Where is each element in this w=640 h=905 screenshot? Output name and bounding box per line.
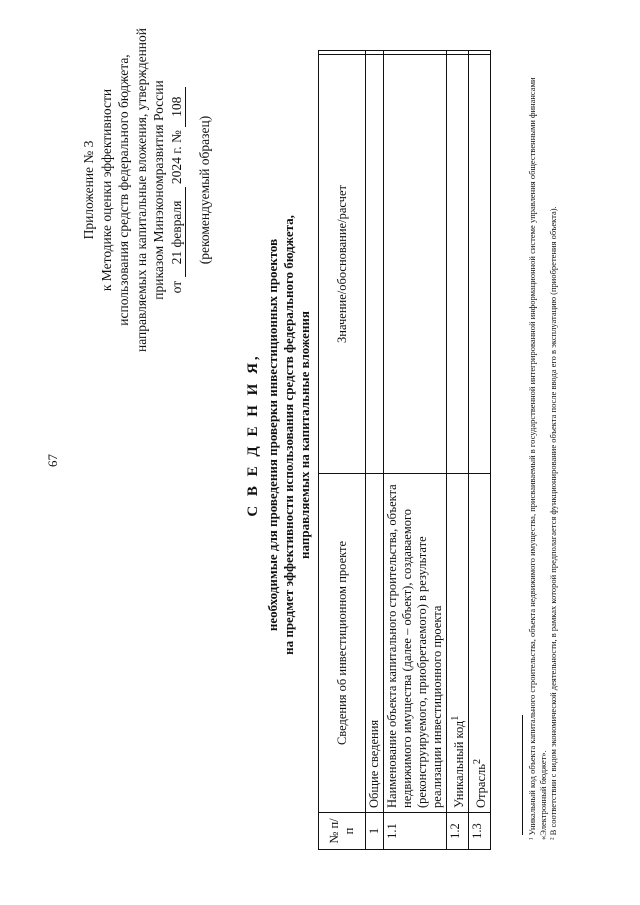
row-info: Наименование объекта капитального строительства, объекта недвижимого имущества (далее – объект), создаваемого (реконструируемого, приобретаемого) в результате реализации инвестиционного проекта [384, 474, 447, 813]
table-row [447, 51, 469, 850]
row-num: 1.1 [384, 813, 447, 850]
page-number: 67 [45, 454, 60, 467]
row-value [469, 55, 491, 474]
table-row [469, 51, 491, 850]
heading-line: на предмет эффективности использования средств федерального бюджета, [281, 215, 296, 655]
appendix-line: к Методике оценки эффективности [98, 88, 114, 292]
header-info: Сведения об инвестиционном проекте [319, 474, 366, 813]
row-value [366, 55, 384, 474]
footnote-1: ¹ Уникальный код объекта капитального строительства, объекта недвижимого имущества, присваиваемый в государственной интегрированной информационной системе управления общественными финансами «Электронный бюджет». [527, 77, 548, 840]
heading-title: С В Е Д Е Н И Я, [245, 353, 261, 517]
table-edge-cell [319, 51, 366, 55]
footnote-ref: 2 [472, 758, 484, 765]
row-value [447, 55, 469, 474]
heading-line: направляемых на капитальные вложения [297, 311, 312, 559]
order-number: 108 [168, 87, 187, 127]
appendix-line: использования средств федерального бюджета, [116, 54, 131, 326]
date-year: 2024 г. № [168, 130, 184, 185]
footnote-2: ² В соответствии с видом экономической деятельности, в рамках которой предполагается функционирование объекта после ввода его в эксплуатацию (приобретения объекта). [548, 206, 558, 840]
footnote-ref: 1 [450, 715, 461, 721]
appendix-date-line [168, 10, 187, 370]
row-info [447, 474, 469, 813]
row-info-text: Отрасль [474, 764, 489, 808]
footnotes [527, 60, 559, 840]
table-row [384, 51, 447, 850]
table-edge-cell [366, 51, 384, 55]
document-heading [245, 155, 313, 715]
header-value: Значение/обоснование/расчет [319, 55, 366, 474]
row-num: 1.3 [469, 813, 491, 850]
table-row [366, 51, 384, 850]
row-value [384, 55, 447, 474]
date-value: 21 февраля [168, 187, 187, 277]
table-header-row [319, 51, 366, 850]
appendix-line: приказом Минэкономразвития России [151, 80, 166, 300]
info-table [318, 50, 491, 850]
row-num: 1 [366, 813, 384, 850]
appendix-line: направляемых на капитальные вложения, утвержденной [133, 28, 149, 353]
heading-line: необходимые для проведения проверки инвестиционных проектов [265, 238, 280, 632]
table-edge-cell [469, 51, 491, 55]
row-num: 1.2 [447, 813, 469, 850]
row-info: Общие сведения [366, 474, 384, 813]
appendix-block [80, 10, 214, 370]
footnote-separator [522, 715, 523, 835]
header-num: № п/п [319, 813, 366, 850]
appendix-title: Приложение № 3 [81, 140, 96, 240]
table-edge-cell [447, 51, 469, 55]
date-prefix: от [168, 280, 184, 294]
table-edge-cell [384, 51, 447, 55]
row-info-text: Уникальный код [452, 720, 467, 808]
row-info [469, 474, 491, 813]
recommended-sample-note: (рекомендуемый образец) [197, 115, 212, 265]
